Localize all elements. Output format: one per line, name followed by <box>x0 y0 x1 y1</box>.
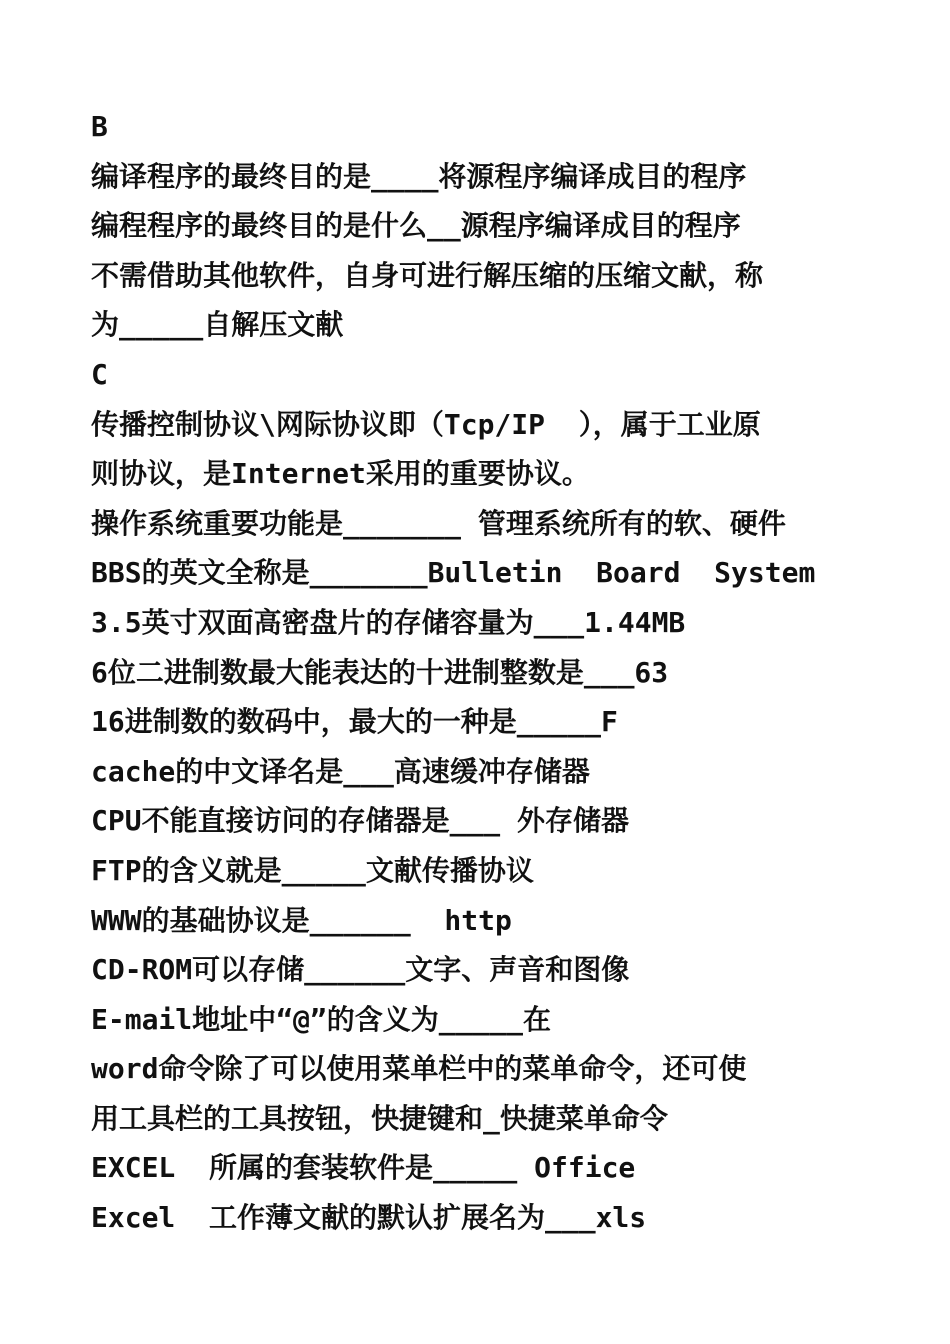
text-line: 不需借助其他软件，自身可进行解压缩的压缩文献，称 <box>91 258 764 292</box>
text-line: E-mail地址中“@”的含义为_____在 <box>91 1002 552 1036</box>
text-line: Excel 工作薄文献的默认扩展名为___xls <box>91 1201 647 1235</box>
text-line: CPU不能直接访问的存储器是___ 外存储器 <box>91 804 630 838</box>
text-line: WWW的基础协议是______ http <box>91 903 512 937</box>
text-line: CD-ROM可以存储______文字、声音和图像 <box>91 953 630 987</box>
text-line: 6位二进制数最大能表达的十进制整数是___63 <box>91 655 669 689</box>
text-line: 则协议，是Internet采用的重要协议。 <box>91 457 590 491</box>
section-heading-c: C <box>91 357 108 391</box>
text-line: 16进制数的数码中，最大的一种是_____F <box>91 705 618 739</box>
section-heading-b: B <box>91 110 108 143</box>
text-line: 为_____自解压文献 <box>91 308 344 342</box>
text-line: 编译程序的最终目的是____将源程序编译成目的程序 <box>91 159 747 193</box>
text-line: 操作系统重要功能是_______ 管理系统所有的软、硬件 <box>91 506 786 540</box>
text-line: FTP的含义就是_____文献传播协议 <box>91 853 534 887</box>
text-line: 传播控制协议\网际协议即（Tcp/IP ），属于工业原 <box>91 407 761 441</box>
text-line: 用工具栏的工具按钮，快捷键和_快捷菜单命令 <box>91 1101 668 1135</box>
text-line: BBS的英文全称是_______Bulletin Board System <box>91 556 816 590</box>
text-line: 3.5英寸双面高密盘片的存储容量为___1.44MB <box>91 605 686 639</box>
text-line: 编程程序的最终目的是什么__源程序编译成目的程序 <box>91 209 741 243</box>
text-line: cache的中文译名是___高速缓冲存储器 <box>91 754 590 788</box>
text-line: word命令除了可以使用菜单栏中的菜单命令，还可使 <box>91 1052 747 1086</box>
document-page <box>91 102 871 1243</box>
text-line: EXCEL 所属的套装软件是_____ Office <box>91 1151 636 1185</box>
